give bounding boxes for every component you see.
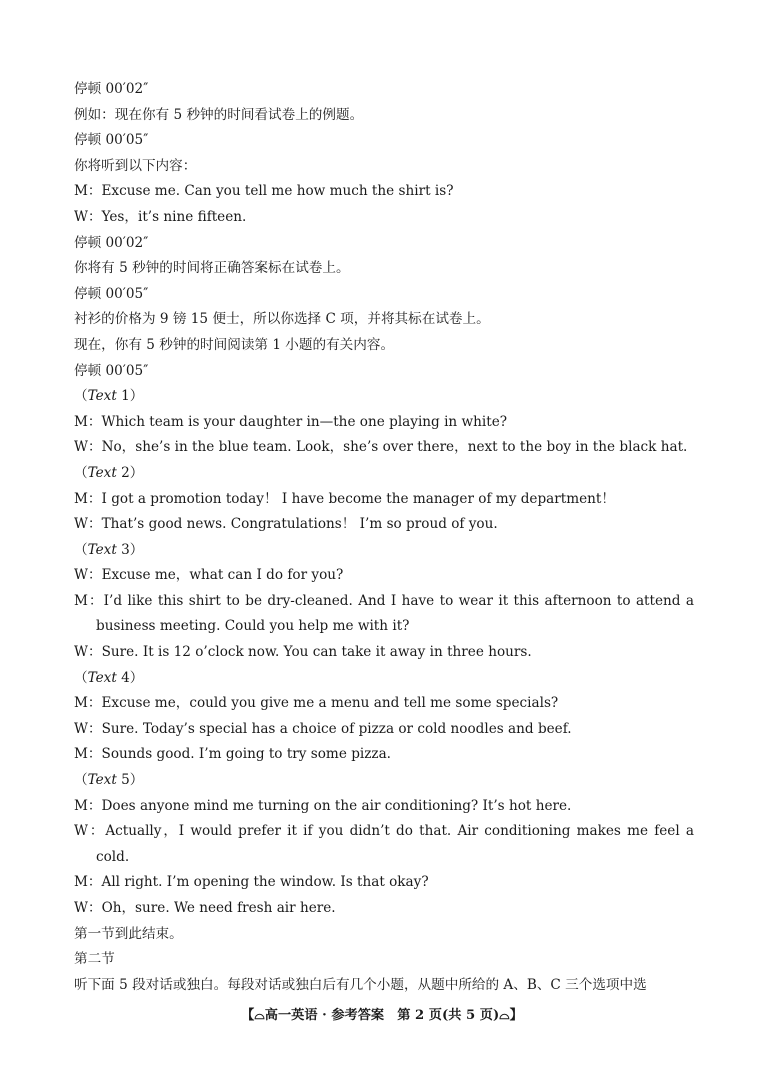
dialogue-line: M：Which team is your daughter in—the one playing in white?	[74, 413, 508, 430]
dialogue-line: M：I got a promotion today！ I have become the manager of my department！	[74, 490, 615, 507]
dialogue-line: W：Yes，it’s nine fifteen.	[74, 208, 247, 225]
dialogue-line: M：Excuse me. Can you tell me how much the shirt is?	[74, 183, 454, 200]
dialogue-line: W：Oh，sure. We need fresh air here.	[74, 900, 336, 916]
text-heading-2: （Text 2）	[74, 464, 144, 481]
dialogue-line: M：Excuse me，could you give me a menu and tell me some specials?	[74, 695, 559, 712]
dialogue-line: W：No，she’s in the blue team. Look，she’s over there，next to the boy in the black hat.	[74, 439, 688, 456]
dialogue-line: M：All right. I’m opening the window. Is that okay?	[74, 874, 429, 891]
section-end-line: 第一节到此结束。	[74, 925, 183, 942]
dialogue-continuation: cold.	[96, 848, 130, 865]
instruction-line: 例如：现在你有 5 秒钟的时间看试卷上的例题。	[74, 106, 364, 123]
instruction-line: 你将听到以下内容：	[74, 157, 197, 174]
instruction-line: 现在，你有 5 秒钟的时间阅读第 1 小题的有关内容。	[74, 336, 395, 353]
text-heading-4: （Text 4）	[74, 669, 144, 686]
pause-line: 停顿 00′05″	[74, 285, 149, 302]
text-heading-3: （Text 3）	[74, 541, 144, 558]
instruction-line: 你将有 5 秒钟的时间将正确答案标在试卷上。	[74, 260, 350, 277]
text-heading-1: （Text 1）	[74, 388, 144, 405]
pause-line: 停顿 00′02″	[74, 234, 149, 251]
pause-line: 停顿 00′05″	[74, 362, 149, 379]
dialogue-line: W：Sure. It is 12 o’clock now. You can take it away in three hours.	[74, 644, 532, 661]
dialogue-line: W：That’s good news. Congratulations！ I’m so proud of you.	[74, 516, 498, 533]
transcript	[74, 77, 694, 998]
section-heading: 第二节	[74, 951, 115, 968]
dialogue-line: M：Sounds good. I’m going to try some pizza.	[74, 746, 391, 763]
dialogue-line: W：Actually，I would prefer it if you didn’t do that. Air conditioning makes me feel a	[74, 823, 694, 840]
dialogue-line: W：Excuse me，what can I do for you?	[74, 567, 344, 584]
dialogue-line: M：I’d like this shirt to be dry-cleaned. And I have to wear it this afternoon to attend a	[74, 592, 694, 609]
instruction-line: 衬衫的价格为 9 镑 15 便士，所以你选择 C 项，并将其标在试卷上。	[74, 311, 490, 328]
pause-line: 停顿 00′02″	[74, 81, 149, 97]
dialogue-line: W：Sure. Today’s special has a choice of pizza or cold noodles and beef.	[74, 720, 572, 737]
dialogue-continuation: business meeting. Could you help me with it?	[96, 618, 410, 635]
page-footer: 【⌓高一英语 · 参考答案 第 2 页(共 5 页)⌓】	[241, 1008, 523, 1023]
pause-line: 停顿 00′05″	[74, 132, 149, 149]
text-heading-5: （Text 5）	[74, 772, 144, 789]
dialogue-line: M：Does anyone mind me turning on the air conditioning? It’s hot here.	[74, 797, 572, 814]
instruction-line: 听下面 5 段对话或独白。每段对话或独白后有几个小题，从题中所给的 A、B、C 三个选项中选	[74, 976, 647, 993]
